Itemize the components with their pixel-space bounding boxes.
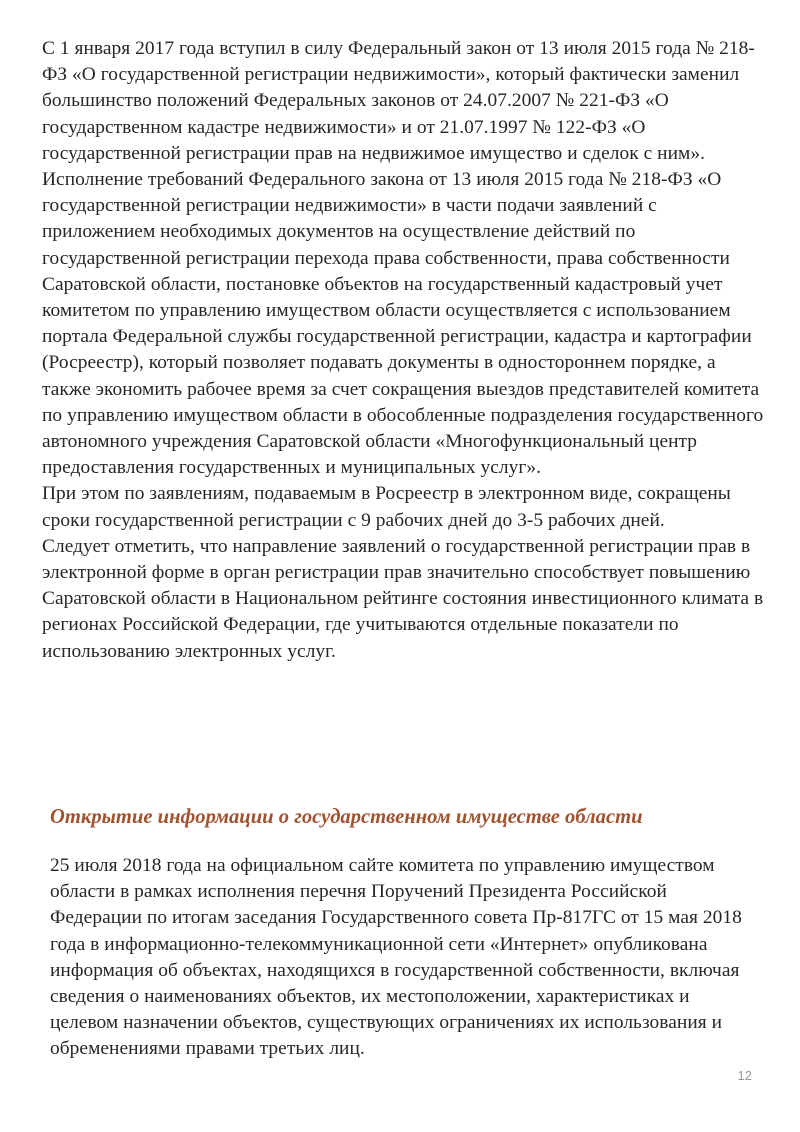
page-number: 12 — [737, 1068, 752, 1083]
paragraph-registration-terms: При этом по заявлениям, подаваемым в Росреестр в электронном виде, сокращены сроки государственной регистрации с 9 рабочих дней до 3-5 рабочих дней. — [42, 483, 731, 531]
paragraph-investment-rating: Следует отметить, что направление заявлений о государственной регистрации прав в электронной форме в орган регистрации прав значительно способствует повышению Саратовской области в Национальном рейтинге состояния инвестиционного климата в регионах Российской Федерации, где учитываются отдельные показатели по использованию электронных услуг. — [42, 535, 764, 662]
paragraph-law-218-fz: С 1 января 2017 года вступил в силу Федеральный закон от 13 июля 2015 года № 218-ФЗ «О государственной регистрации недвижимости», который фактически заменил большинство положений Федеральных законов от 24.07.2007 № 221-ФЗ «О государственном кадастре недвижимости» и от 21.07.1997 № 122-ФЗ «О государственной регистрации прав на недвижимое имущество и сделок с ним». — [42, 38, 755, 164]
section-text-block — [50, 853, 762, 1063]
intro-text-block — [42, 36, 768, 665]
paragraph-state-property-info: 25 июля 2018 года на официальном сайте комитета по управлению имуществом области в рамках исполнения перечня Поручений Президента Российской Федерации по итогам заседания Государственного совета Пр-817ГС от 15 мая 2018 года в информационно-телекоммуникационной сети «Интернет» опубликована информация об объектах, находящихся в государственной собственности, включая сведения о наименованиях объектов, их местоположении, характеристиках и целевом назначении объектов, существующих ограничениях их использования и обременениями правами третьих лиц. — [50, 855, 742, 1060]
paragraph-rosreestr-portal: Исполнение требований Федерального закона от 13 июля 2015 года № 218-ФЗ «О государственной регистрации недвижимости» в части подачи заявлений с приложением необходимых документов на осуществление действий по государственной регистрации перехода права собственности, права собственности Саратовской области, постановке объектов на государственный кадастровый учет комитетом по управлению имуществом области осуществляется с использованием портала Федеральной службы государственной регистрации, кадастра и картографии (Росреестр), который позволяет подавать документы в одностороннем порядке, а также экономить рабочее время за счет сокращения выездов представителей комитета по управлению имуществом области в обособленные подразделения государственного автономного учреждения Саратовской области «Многофункциональный центр предоставления государственных и муниципальных услуг». — [42, 169, 764, 479]
section-heading: Открытие информации о государственном имуществе области — [50, 806, 643, 828]
